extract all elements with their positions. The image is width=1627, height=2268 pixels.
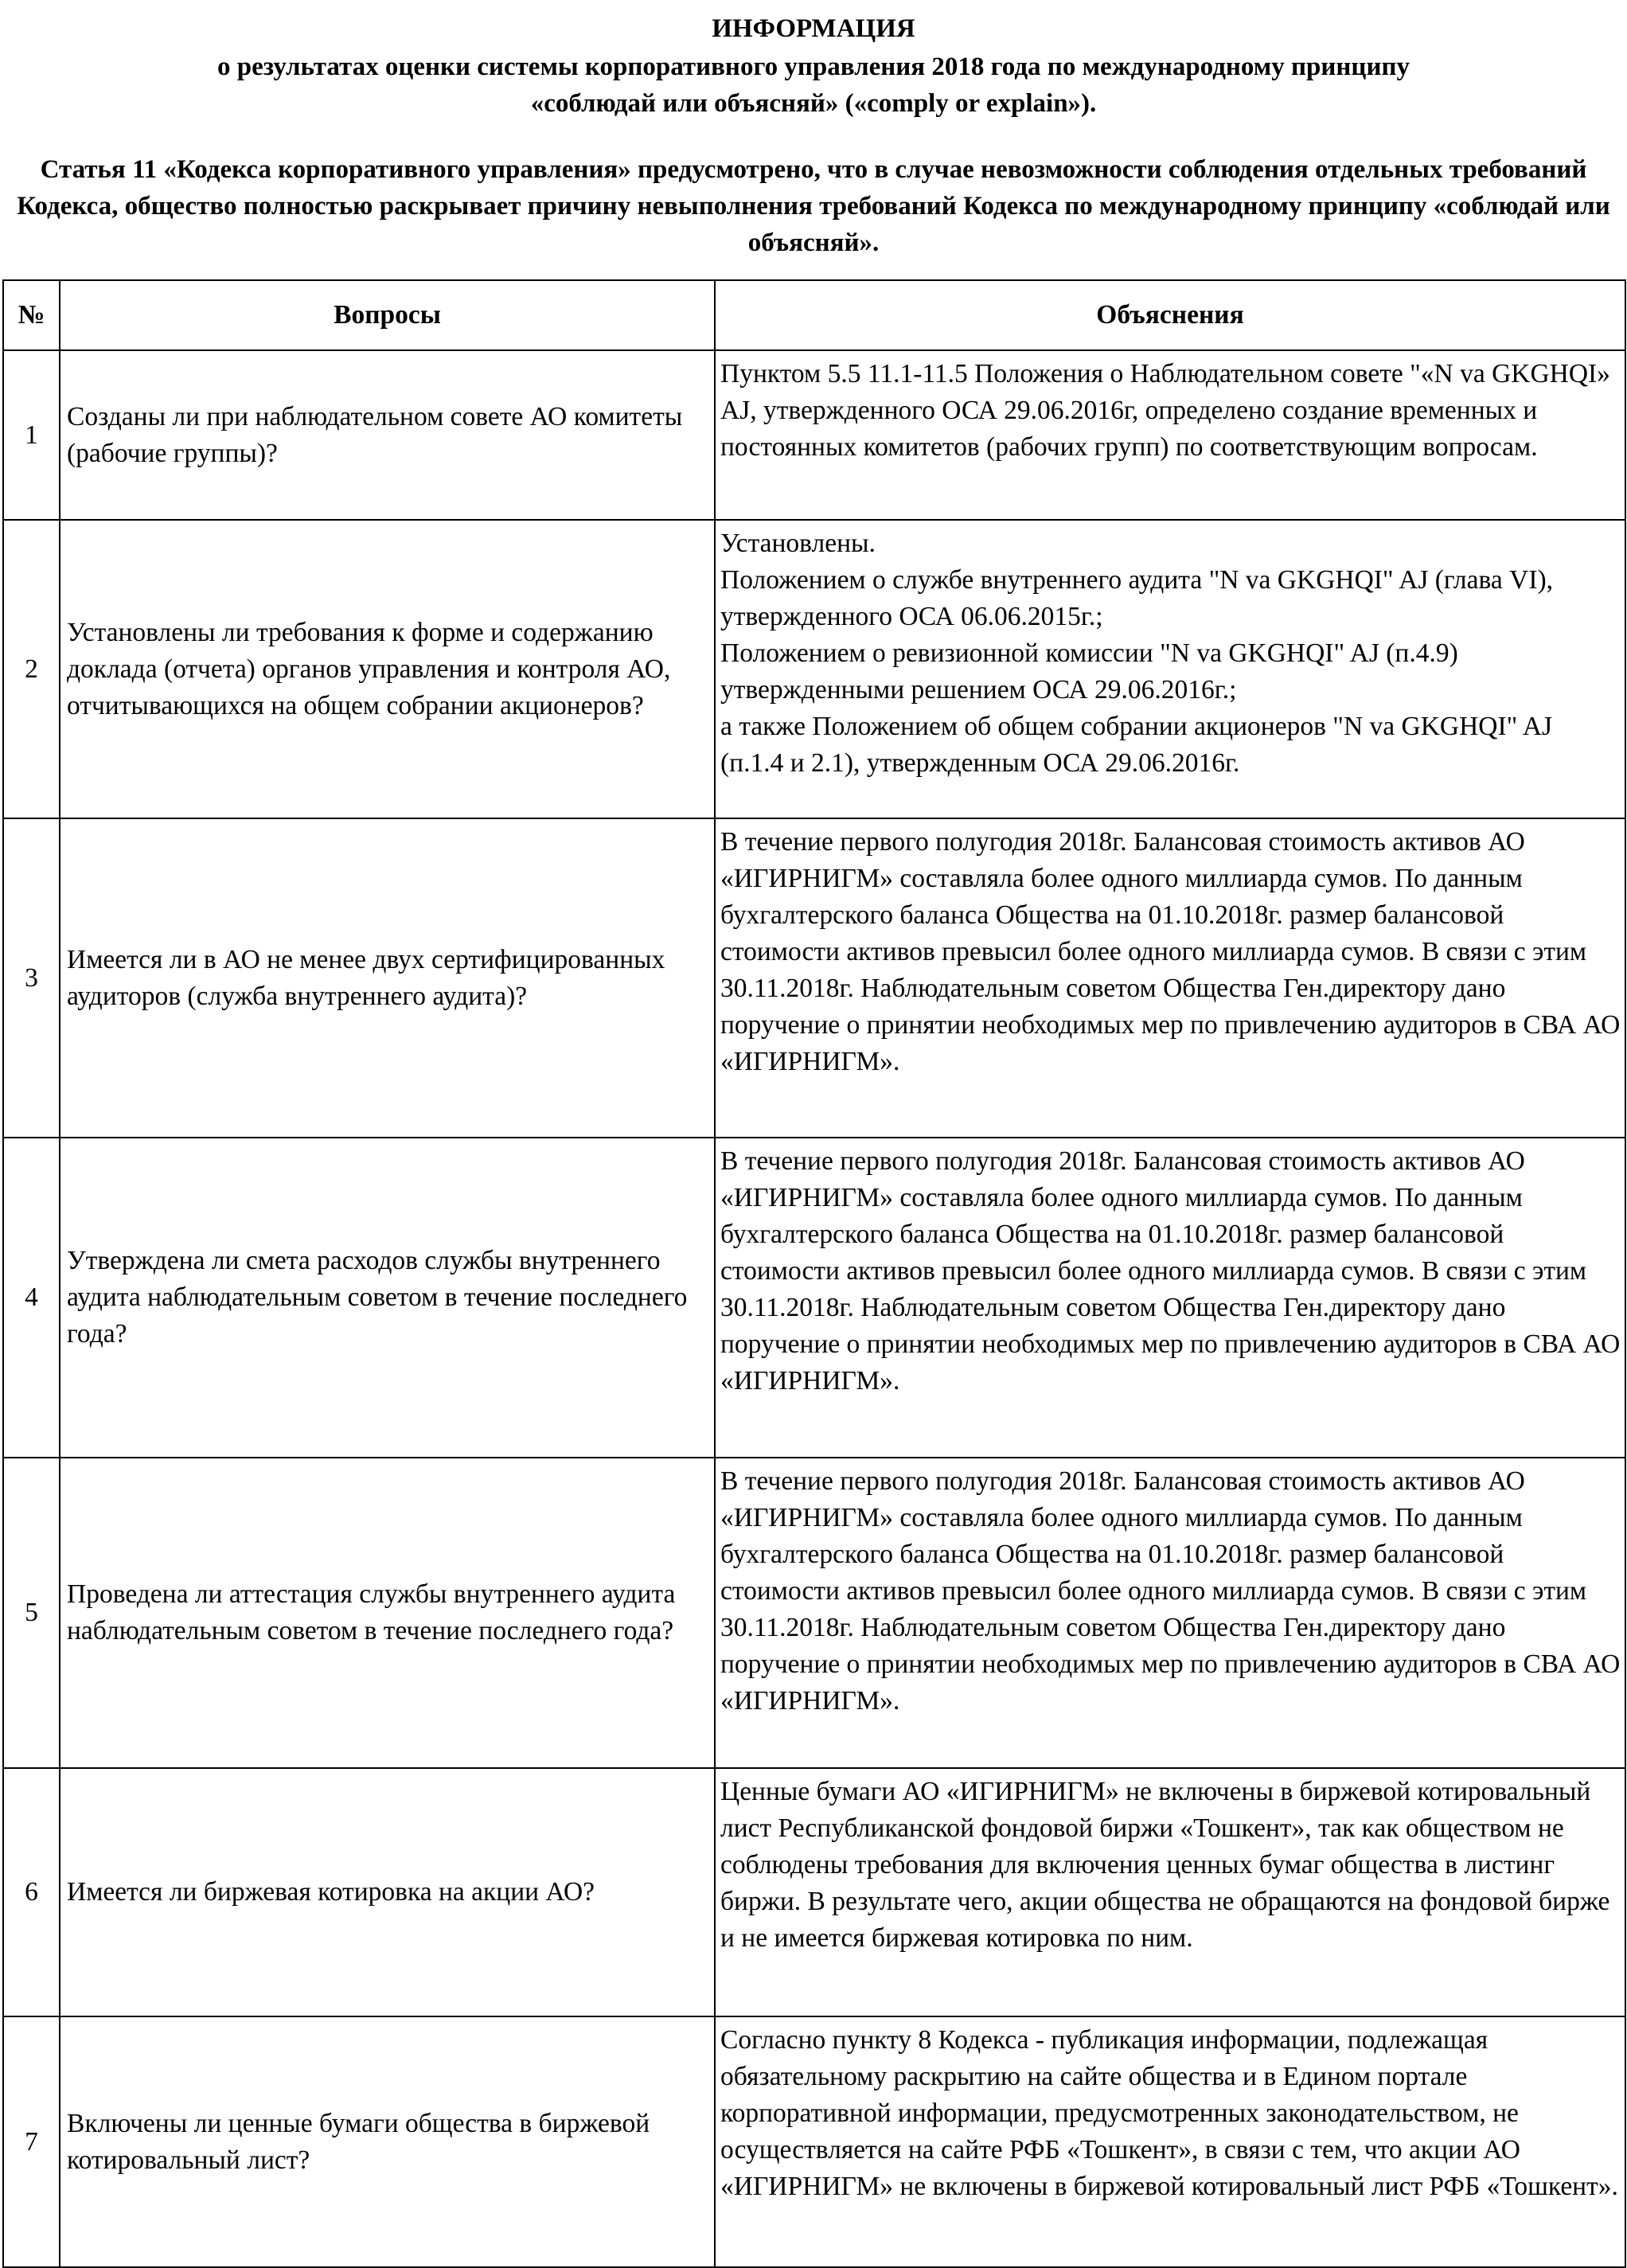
table-row — [3, 1458, 1625, 1768]
column-header-number: № — [3, 280, 60, 350]
row-question: Имеется ли биржевая котировка на акции АО? — [60, 1768, 715, 2016]
row-question: Утверждена ли смета расходов службы внутреннего аудита наблюдательным советом в течение последнего года? — [60, 1138, 715, 1458]
table-row — [3, 2016, 1625, 2267]
table-row — [3, 350, 1625, 520]
document-title: ИНФОРМАЦИЯ — [712, 14, 915, 43]
row-number: 3 — [3, 818, 60, 1138]
document-subtitle-line-2: «соблюдай или объясняй» («comply or explain»). — [530, 89, 1097, 118]
intro-paragraph: Статья 11 «Кодекса корпоративного управления» предусмотрено, что в случае невозможности соблюдения отдельных требований Кодекса, общество полностью раскрывает причину невыполнения требований Кодекса по международному принципу «соблюдай или объясняй». — [17, 155, 1610, 257]
row-question: Имеется ли в АО не менее двух сертифицированных аудиторов (служба внутреннего аудита)? — [60, 818, 715, 1138]
row-question: Созданы ли при наблюдательном совете АО комитеты (рабочие группы)? — [60, 350, 715, 520]
table-row — [3, 1138, 1625, 1458]
row-answer: Ценные бумаги АО «ИГИРНИГМ» не включены в биржевой котировальный лист Республиканской фондовой биржи «Тошкент», так как обществом не соблюдены требования для включения ценных бумаг общества в листинг биржи. В результате чего, акции общества не обращаются на фондовой бирже и не имеется биржевая котировка по ним. — [715, 1768, 1625, 2016]
row-number: 2 — [3, 520, 60, 818]
table-row — [3, 818, 1625, 1138]
row-question: Включены ли ценные бумаги общества в биржевой котировальный лист? — [60, 2016, 715, 2267]
row-question: Установлены ли требования к форме и содержанию доклада (отчета) органов управления и контроля АО, отчитывающихся на общем собрании акционеров? — [60, 520, 715, 818]
table-row — [3, 520, 1625, 818]
row-number: 4 — [3, 1138, 60, 1458]
row-answer: Установлены. Положением о службе внутреннего аудита "N va GKGHQI" AJ (глава VI), утвержденного ОСА 06.06.2015г.; Положением о ревизионной комиссии "N va GKGHQI" AJ (п.4.9) утвержденными решением ОСА 29.06.2016г.; а также Положением об общем собрании акционеров "N va GKGHQI" AJ (п.1.4 и 2.1), утвержденным ОСА 29.06.2016г. — [715, 520, 1625, 818]
table-row — [3, 1768, 1625, 2016]
table-header-row — [3, 280, 1625, 350]
row-number: 7 — [3, 2016, 60, 2267]
document-subtitle-line-1: о результатах оценки системы корпоративного управления 2018 года по международному принципу — [217, 53, 1410, 81]
row-number: 5 — [3, 1458, 60, 1768]
row-answer: Согласно пункту 8 Кодекса - публикация информации, подлежащая обязательному раскрытию на сайте общества и в Едином портале корпоративной информации, предусмотренных законодательством, не осуществляется на сайте РФБ «Тошкент», в связи с тем, что акции АО «ИГИРНИГМ» не включены в биржевой котировальный лист РФБ «Тошкент». — [715, 2016, 1625, 2267]
row-answer: В течение первого полугодия 2018г. Балансовая стоимость активов АО «ИГИРНИГМ» составляла более одного миллиарда сумов. По данным бухгалтерского баланса Общества на 01.10.2018г. размер балансовой стоимости активов превысил более одного миллиарда сумов. В связи с этим 30.11.2018г. Наблюдательным советом Общества Ген.директору дано поручение о принятии необходимых мер по привлечению аудиторов в СВА АО «ИГИРНИГМ». — [715, 1458, 1625, 1768]
explanations-table — [2, 279, 1626, 2268]
row-number: 6 — [3, 1768, 60, 2016]
row-answer: В течение первого полугодия 2018г. Балансовая стоимость активов АО «ИГИРНИГМ» составляла более одного миллиарда сумов. По данным бухгалтерского баланса Общества на 01.10.2018г. размер балансовой стоимости активов превысил более одного миллиарда сумов. В связи с этим 30.11.2018г. Наблюдательным советом Общества Ген.директору дано поручение о принятии необходимых мер по привлечению аудиторов в СВА АО «ИГИРНИГМ». — [715, 818, 1625, 1138]
row-answer: В течение первого полугодия 2018г. Балансовая стоимость активов АО «ИГИРНИГМ» составляла более одного миллиарда сумов. По данным бухгалтерского баланса Общества на 01.10.2018г. размер балансовой стоимости активов превысил более одного миллиарда сумов. В связи с этим 30.11.2018г. Наблюдательным советом Общества Ген.директору дано поручение о принятии необходимых мер по привлечению аудиторов в СВА АО «ИГИРНИГМ». — [715, 1138, 1625, 1458]
row-answer: Пунктом 5.5 11.1-11.5 Положения о Наблюдательном совете "«N va GKGHQI» AJ, утвержденного ОСА 29.06.2016г, определено создание временных и постоянных комитетов (рабочих групп) по соответствующим вопросам. — [715, 350, 1625, 520]
column-header-explanations: Объяснения — [715, 280, 1625, 350]
column-header-questions: Вопросы — [60, 280, 715, 350]
row-question: Проведена ли аттестация службы внутреннего аудита наблюдательным советом в течение последнего года? — [60, 1458, 715, 1768]
row-number: 1 — [3, 350, 60, 520]
